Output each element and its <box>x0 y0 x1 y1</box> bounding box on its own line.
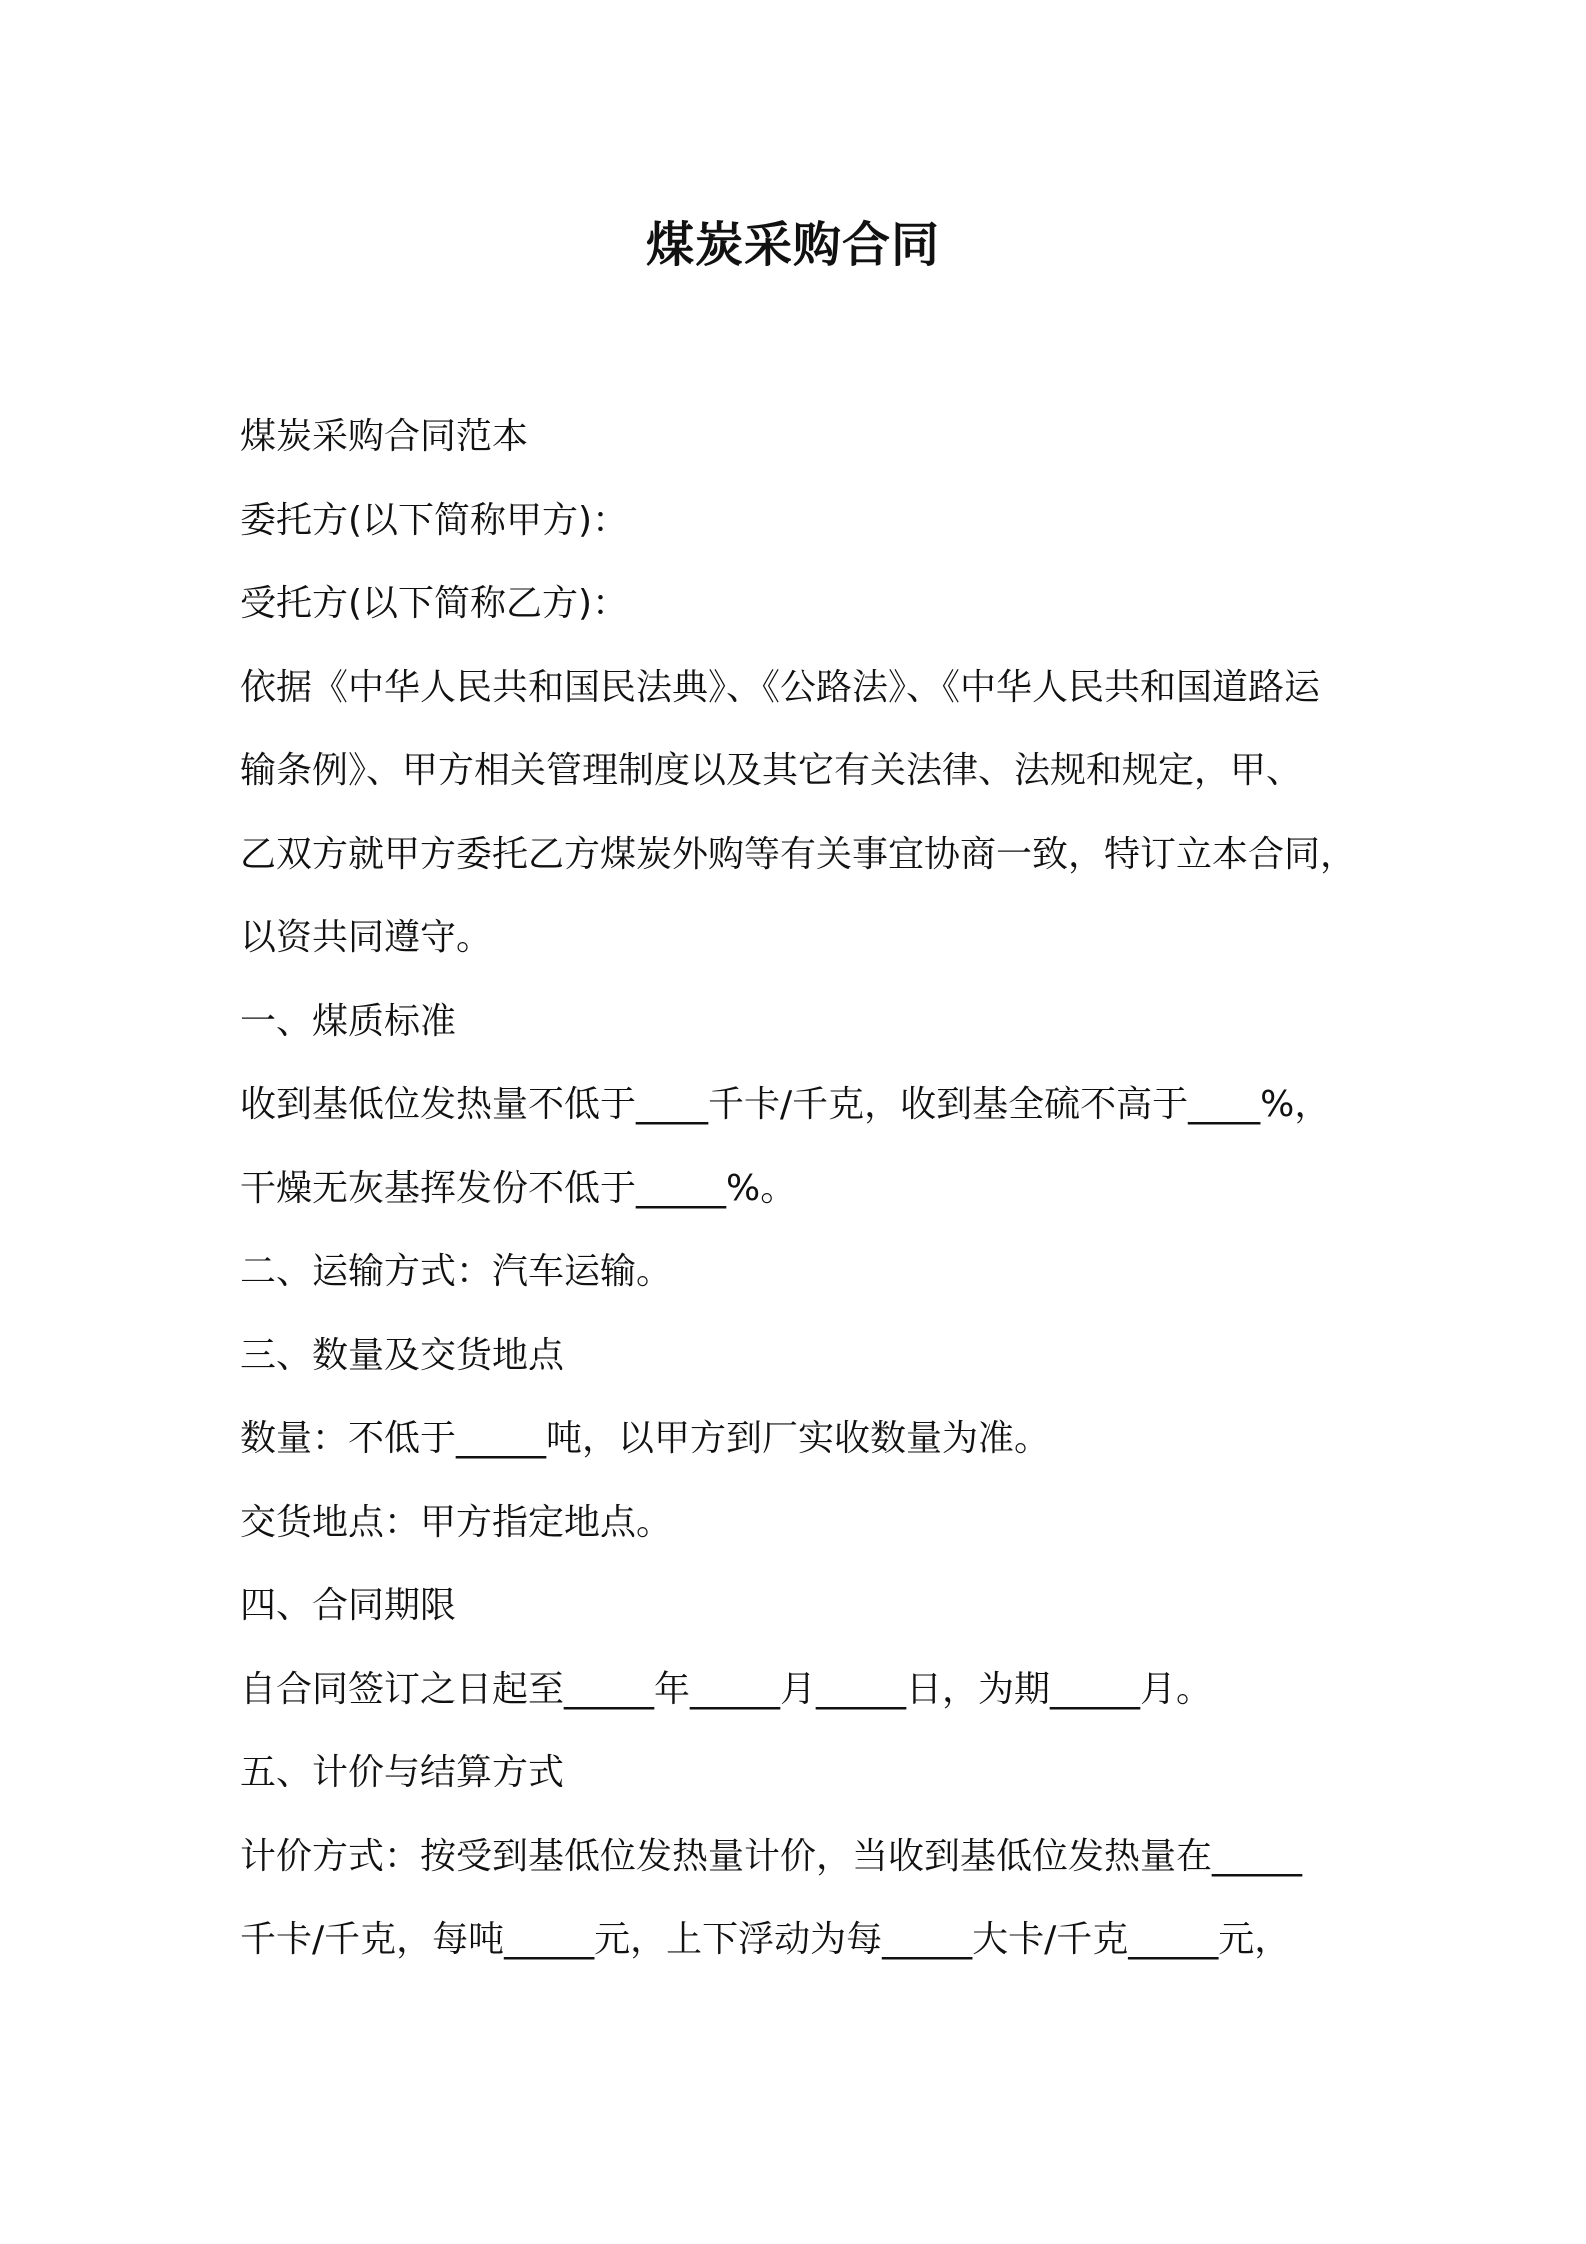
document-body <box>240 395 1380 1982</box>
section-text-line: 干燥无灰基挥发份不低于_____%。 <box>240 1167 797 1209</box>
section-heading-5: 五、计价与结算方式 <box>240 1752 565 1793</box>
preamble-line: 以资共同遵守。 <box>240 917 493 958</box>
party-b-line: 受托方(以下简称乙方)： <box>240 583 629 624</box>
section-text-line: 数量：不低于_____吨，以甲方到厂实收数量为准。 <box>240 1418 1051 1459</box>
section-text-line: 自合同签订之日起至_____年_____月_____日，为期_____月。 <box>240 1668 1213 1710</box>
section-heading-3: 三、数量及交货地点 <box>240 1334 565 1376</box>
preamble-line: 输条例》、甲方相关管理制度以及其它有关法律、法规和规定，甲、 <box>240 750 1303 791</box>
preamble-line: 乙双方就甲方委托乙方煤炭外购等有关事宜协商一致，特订立本合同， <box>240 833 1357 875</box>
section-heading-1: 一、煤质标准 <box>240 1000 457 1042</box>
document-title: 煤炭采购合同 <box>645 217 940 273</box>
section-text-line: 计价方式：按受到基低位发热量计价，当收到基低位发热量在_____ <box>240 1835 1303 1877</box>
section-text-line: 千卡/千克，每吨_____元，上下浮动为每_____大卡/千克_____元， <box>240 1919 1291 1960</box>
preamble-line: 依据《中华人民共和国民法典》、《公路法》、《中华人民共和国道路运 <box>240 666 1321 708</box>
section-heading-2: 二、运输方式：汽车运输。 <box>240 1251 673 1292</box>
party-a-line: 委托方(以下简称甲方)： <box>240 499 629 541</box>
section-text-line: 交货地点：甲方指定地点。 <box>240 1501 673 1543</box>
section-text-line: 收到基低位发热量不低于____千卡/千克，收到基全硫不高于____%， <box>240 1084 1331 1125</box>
section-heading-4: 四、合同期限 <box>240 1585 457 1626</box>
subtitle-line: 煤炭采购合同范本 <box>240 416 529 457</box>
